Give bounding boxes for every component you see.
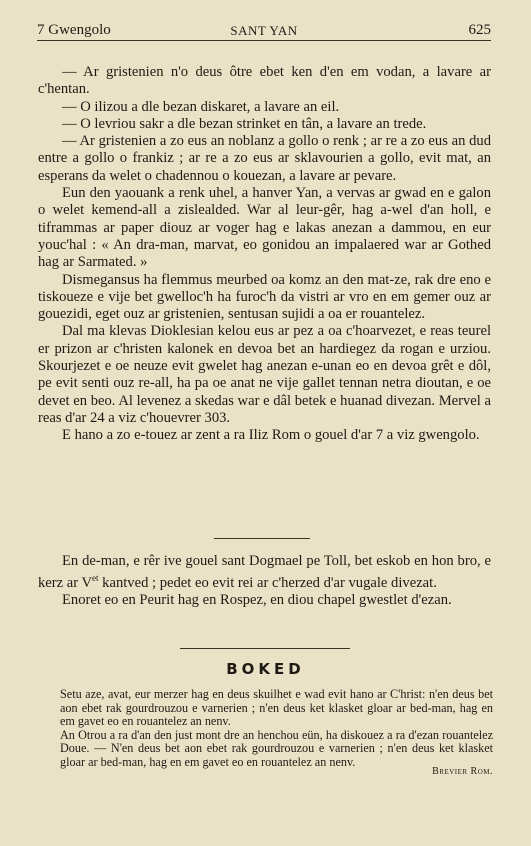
section-rule (180, 648, 350, 649)
paragraph: — Ar gristenien a zo eus an noblanz a gollo o renk ; ar re a zo eus an dud entre a gollo o frankiz ; ar re a zo eus ar sklavourien a gollo, evit mat, an esperans da welet o chadennou o kouezan, a lavare ar pevare. (38, 133, 491, 184)
header-title: SANT YAN (230, 23, 298, 38)
superscript: et (92, 573, 99, 584)
section-title: BOKED (226, 660, 305, 678)
paragraph: — Ar gristenien n'o deus ôtre ebet ken d'en em vodan, a lavare ar c'hentan. (38, 64, 491, 98)
page-number: 625 (468, 22, 491, 38)
paragraph: Dal ma klevas Dioklesian kelou eus ar pez a oa c'hoarvezet, e reas teurel er prizon ar c'hristen kalonek en devoa bet an hardiegez da rogan e urziou. Skourjezet e oe neuze evit gwelet hag anezan e-unan eo en devoa grêt e dôl, pe evit senti ouz re-all, ha pa oe anat ne vije gallet tennan netra dioutan, e oe devet en beo. Al levenez a skedas war e dâl betek e huanad divezan. Mervel a reas d'ar 24 a viz c'houevrer 303. (38, 323, 491, 426)
paragraph (38, 553, 491, 592)
text-run: En de-man, e rêr ive gouel sant Dogmael pe Toll, bet eskob en hon bro, e kerz ar V (38, 553, 491, 592)
source-signature: Brevier Rom. (432, 766, 493, 777)
header-date: 7 Gwengolo (37, 22, 111, 38)
boked-text (60, 688, 493, 770)
paragraph: — O levriou sakr a dle bezan strinket en tân, a lavare an trede. (62, 115, 427, 132)
paragraph: Eun den yaouank a renk uhel, a hanver Yan, a vervas ar gwad en e galon o welet kemend-all a zislealded. War al leur-gêr, hag a-wel d'an holl, e tiframmas ar paper diouz ar voger hag e lakas anezan a dammou, en eur youc'hal : « An dra-man, marvat, eo gonidou an impalaered war ar Gothed hag ar Sarmated. » (38, 185, 491, 271)
running-header (37, 20, 491, 40)
paragraph: Enoret eo en Peurit hag en Rospez, en diou chapel gwestlet d'ezan. (62, 592, 452, 609)
text-run: kantved ; pedet eo evit rei ar c'herzed d'ar vugale divezat. (98, 575, 437, 592)
paragraph: An Otrou a ra d'an den just mont dre an henchou eün, ha diskouez a ra d'ezan rouantelez Doue. — N'en deus bet aon ebet rak gourdrouzou e varnerien ; n'en deus ket klasket gloar ar bed-man, hag en em gavet eo en rouantelez an nenv. (60, 727, 493, 769)
paragraph: — O ilizou a dle bezan diskaret, a lavare an eil. (62, 98, 340, 115)
paragraph: Setu aze, avat, eur merzer hag en deus skuilhet e wad evit hano ar C'hrist: n'en deus bet aon ebet rak gourdrouzou e varnerien ; n'en deus ket klasket gloar ar bed-man, hag en em gavet eo en rouantelez an nenv. (60, 687, 493, 729)
main-text (38, 64, 491, 445)
header-rule (37, 40, 491, 41)
separator-rule (214, 538, 310, 539)
paragraph: E hano a zo e-touez ar zent a ra Iliz Rom o gouel d'ar 7 a viz gwengolo. (62, 427, 480, 444)
secondary-feast-text (38, 553, 491, 610)
paragraph: Dismegansus ha flemmus meurbed oa komz an den mat-ze, rak dre eno e tiskoueze e vije bet gwelloc'h ha furoc'h da vistri ar vro en em gemer ouz ar gouezidi, eget ouz ar gristenien, sentusan sujidi a oa er rouantelez. (38, 271, 491, 323)
